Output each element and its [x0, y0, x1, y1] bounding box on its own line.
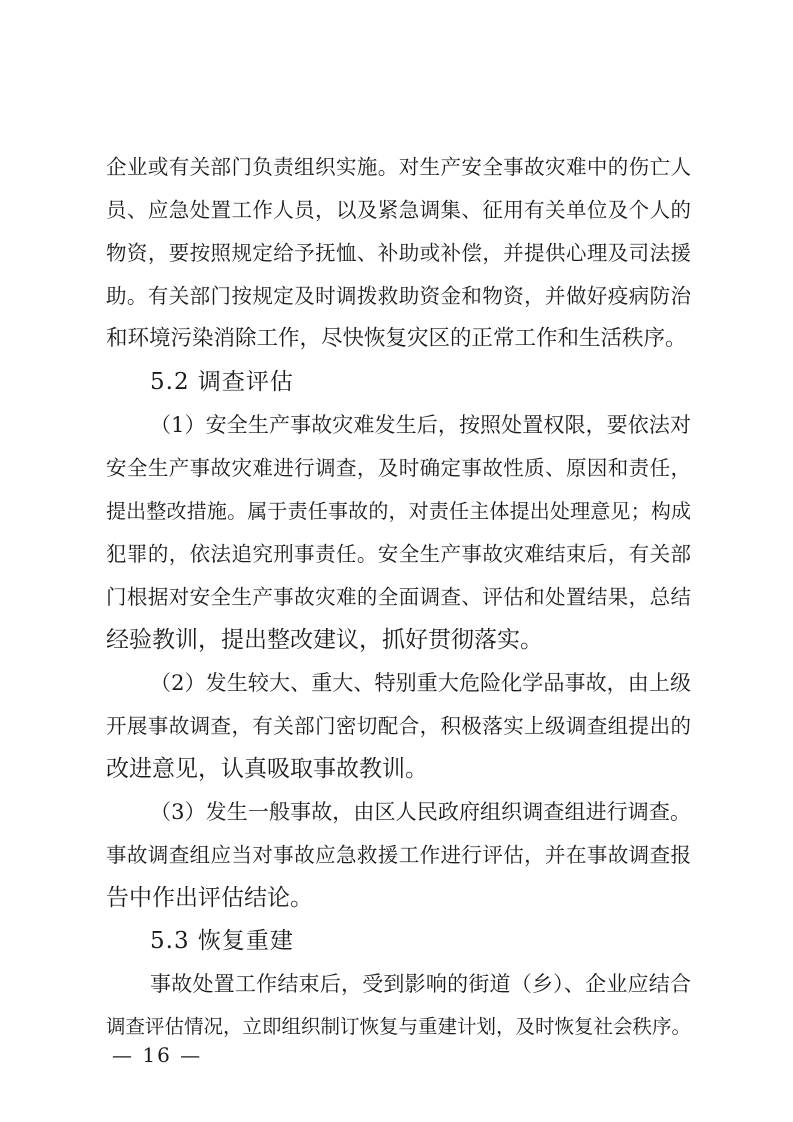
paragraph-line: 犯罪的，依法追究刑事责任。安全生产事故灾难结束后，有关部: [106, 542, 691, 566]
section-heading-5-3: 5.3 恢复重建: [150, 928, 294, 954]
paragraph-line: 和环境污染消除工作，尽快恢复灾区的正常工作和生活秩序。: [106, 326, 687, 351]
page-number: — 16 —: [112, 1043, 203, 1067]
paragraph-line: （3）发生一般事故，由区人民政府组织调查组进行调查。: [150, 800, 691, 824]
paragraph-line: 门根据对安全生产事故灾难的全面调查、评估和处置结果，总结: [106, 585, 691, 609]
paragraph-line: 员、应急处置工作人员，以及紧急调集、征用有关单位及个人的: [106, 198, 691, 222]
paragraph-line: 经验教训，提出整改建议，抓好贯彻落实。: [106, 627, 543, 653]
paragraph-line: 开展事故调查，有关部门密切配合，积极落实上级调查组提出的: [106, 714, 691, 738]
paragraph-line: 企业或有关部门负责组织实施。对生产安全事故灾难中的伤亡人: [106, 155, 691, 179]
paragraph-line: 物资，要按照规定给予抚恤、补助或补偿，并提供心理及司法援: [106, 241, 691, 265]
paragraph-line: 改进意见，认真吸取事故教训。: [106, 756, 428, 782]
section-heading-5-2: 5.2 调查评估: [150, 369, 294, 395]
paragraph-line: 提出整改措施。属于责任事故的，对责任主体提出处理意见；构成: [106, 499, 691, 523]
paragraph-line: 告中作出评估结论。: [106, 885, 313, 911]
paragraph-line: 事故调查组应当对事故应急救援工作进行评估，并在事故调查报: [106, 843, 691, 867]
paragraph-line: 事故处置工作结束后，受到影响的街道（乡）、企业应结合: [150, 972, 691, 996]
paragraph-line: 助。有关部门按规定及时调拨救助资金和物资，并做好疫病防治: [106, 284, 691, 308]
paragraph-line: （2）发生较大、重大、特别重大危险化学品事故，由上级: [150, 671, 691, 695]
paragraph-line: 调查评估情况，立即组织制订恢复与重建计划，及时恢复社会秩序。: [106, 1015, 692, 1038]
paragraph-line: （1）安全生产事故灾难发生后，按照处置权限，要依法对: [150, 413, 691, 437]
paragraph-line: 安全生产事故灾难进行调查，及时确定事故性质、原因和责任，: [106, 456, 691, 480]
